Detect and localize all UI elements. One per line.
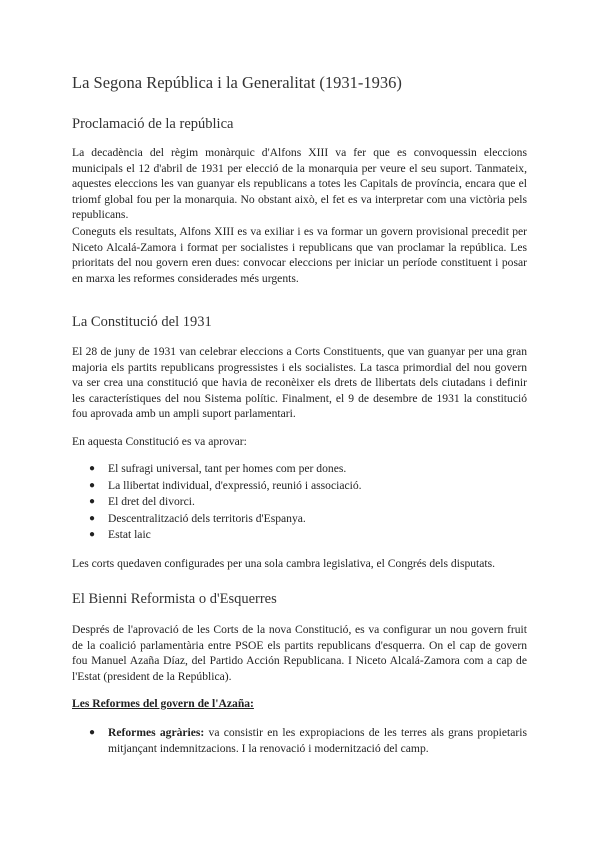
list-item [72, 494, 527, 511]
list-item-text: La llibertat individual, d'expressió, reunió i associació. [108, 478, 362, 492]
paragraph-constitucio-intro: En aquesta Constitució es va aprovar: [72, 435, 247, 448]
section-heading-constitucio: La Constitució del 1931 [72, 314, 212, 330]
reforms-subheading: Les Reformes del govern de l'Azaña: [72, 697, 254, 710]
list-item-text: Estat laic [108, 528, 151, 542]
bullet-icon: ● [89, 512, 96, 524]
paragraph-constitucio-closing: Les corts quedaven configurades per una sola cambra legislativa, el Congrés dels disputats. [72, 557, 496, 570]
paragraph-proclamacio-1: La decadència del règim monàrquic d'Alfons XIII va fer que es convoquessin eleccions municipals el 12 d'abril de 1931 per elecció de la monarquia per veure el seu suport. Tanmateix, aquestes eleccions les van guanyar els republicans a totes les Capitals de província, encara que el triomf global fou per la monarquia. No obstant això, el fet es va interpretar com una victòria pels republicans. [72, 146, 527, 221]
section-heading-bienni: El Bienni Reformista o d'Esquerres [72, 591, 277, 607]
list-item-text: El dret del divorci. [108, 495, 195, 509]
list-item [72, 478, 527, 495]
constitution-bullet-list [72, 461, 527, 544]
list-item-text: El sufragi universal, tant per homes com per dones. [108, 462, 347, 475]
list-item [72, 725, 527, 756]
list-item-text: Descentralització dels territoris d'Espanya. [108, 511, 306, 525]
bullet-icon: ● [89, 463, 96, 474]
paragraph-bienni-1: Després de l'aprovació de les Corts de la nova Constitució, es va configurar un nou govern fruit de la coalició parlamentària entre PSOE els partits republicans d'esquerra. On el cap de govern fou Manuel Azaña Díaz, del Partido Acción Republicana. I Niceto Alcalá-Zamora com a cap de l'Estat (president de la República). [72, 623, 527, 683]
section-heading-proclamacio: Proclamació de la república [72, 116, 234, 132]
list-item [72, 461, 527, 478]
bullet-icon: ● [89, 479, 96, 491]
reform-text: va consistir en les expropiacions de les terres als grans propietaris mitjançant indemnitzacions. I la renovació i modernització del camp. [108, 726, 527, 755]
list-item [72, 511, 527, 528]
paragraph-proclamacio-2: Coneguts els resultats, Alfons XIII es va exiliar i es va formar un govern provisional precedit per Niceto Alcalá-Zamora i format per socialistes i republicans que van proclamar la república. Les prioritats del nou govern eren dues: convocar eleccions per iniciar un període constituent i posar en marxa les reformes considerades més urgents. [72, 225, 527, 285]
paragraph-constitucio-1: El 28 de juny de 1931 van celebrar eleccions a Corts Constituents, que van guanyar per una gran majoria els partits republicans progressistes i els socialistes. La tasca primordial del nou govern va ser crea una constitució que havia de reconèixer els drets de llibertats dels ciutadans i definir les característiques del nou Sistema polític. Finalment, el 9 de desembre de 1931 la constitució fou aprovada amb un ampli suport parlamentari. [72, 345, 527, 420]
bullet-icon: ● [89, 496, 96, 508]
reform-label: Reformes agràries: [108, 726, 205, 739]
bullet-icon: ● [89, 529, 96, 541]
reforms-list [72, 725, 527, 756]
bullet-icon: ● [89, 727, 96, 738]
page-title: La Segona República i la Generalitat (1931-1936) [72, 73, 402, 92]
list-item [72, 527, 527, 544]
